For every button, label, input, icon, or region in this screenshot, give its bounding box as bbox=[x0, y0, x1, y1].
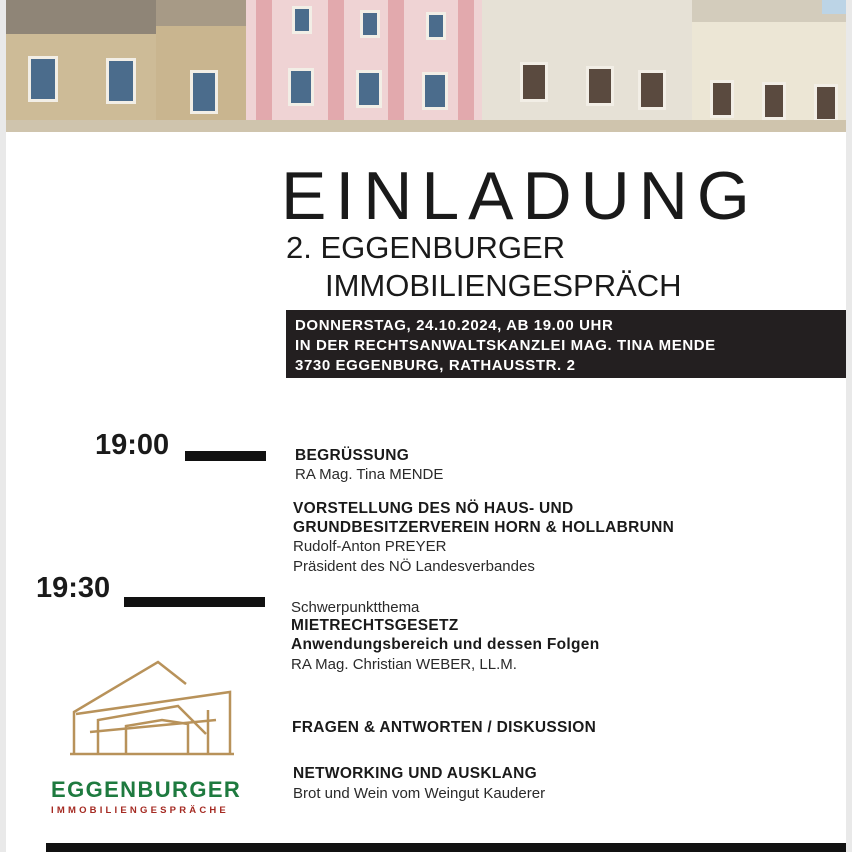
footer-bar bbox=[46, 843, 846, 852]
item-title-networking: NETWORKING UND AUSKLANG bbox=[293, 765, 537, 782]
window bbox=[762, 82, 786, 120]
subtitle-line-2: IMMOBILIENGESPRÄCH bbox=[325, 268, 682, 303]
item-title-qa: FRAGEN & ANTWORTEN / DISKUSSION bbox=[292, 719, 597, 736]
window bbox=[106, 58, 136, 104]
sky bbox=[822, 0, 846, 14]
item-text-networking: Brot und Wein vom Weingut Kauderer bbox=[293, 785, 546, 802]
roof bbox=[6, 0, 156, 34]
roof bbox=[156, 0, 246, 26]
window bbox=[814, 84, 838, 122]
window bbox=[190, 70, 218, 114]
window bbox=[426, 12, 446, 40]
window bbox=[422, 72, 448, 110]
building-3 bbox=[246, 0, 482, 132]
item-role-association: Präsident des NÖ Landesverbandes bbox=[293, 558, 535, 575]
item-title-welcome: BEGRÜSSUNG bbox=[295, 447, 410, 464]
time-bar-1900 bbox=[185, 451, 266, 461]
building-1 bbox=[6, 0, 156, 132]
logo-name: EGGENBURGER bbox=[51, 777, 242, 802]
time-1930: 19:30 bbox=[36, 572, 111, 604]
item-title-association-2: GRUNDBESITZERVEREIN HORN & HOLLABRUNN bbox=[293, 519, 675, 536]
event-info-box bbox=[286, 310, 846, 378]
item-title-association-1: VORSTELLUNG DES NÖ HAUS- UND bbox=[293, 500, 574, 517]
item-speaker-focus: RA Mag. Christian WEBER, LL.M. bbox=[291, 656, 517, 673]
pilaster bbox=[458, 0, 474, 132]
building-2 bbox=[156, 0, 246, 132]
street-level bbox=[6, 120, 846, 132]
time-1900: 19:00 bbox=[95, 429, 170, 461]
subtitle-line-1: 2. EGGENBURGER bbox=[286, 230, 566, 265]
event-venue: IN DER RECHTSANWALTSKANZLEI MAG. TINA MENDE bbox=[295, 337, 716, 354]
window bbox=[356, 70, 382, 108]
window bbox=[288, 68, 314, 106]
building-5 bbox=[692, 0, 846, 132]
building-4 bbox=[482, 0, 692, 132]
window bbox=[586, 66, 614, 106]
item-kicker-focus: Schwerpunktthema bbox=[291, 599, 420, 616]
event-date: DONNERSTAG, 24.10.2024, AB 19.00 UHR bbox=[295, 317, 614, 334]
time-bar-1930 bbox=[124, 597, 265, 607]
pilaster bbox=[388, 0, 404, 132]
event-address: 3730 EGGENBURG, RATHAUSSTR. 2 bbox=[295, 357, 576, 374]
window bbox=[360, 10, 380, 38]
item-speaker-welcome: RA Mag. Tina MENDE bbox=[295, 466, 444, 483]
pilaster bbox=[328, 0, 344, 132]
window bbox=[638, 70, 666, 110]
window bbox=[520, 62, 548, 102]
item-title-focus-2: Anwendungsbereich und dessen Folgen bbox=[291, 636, 600, 653]
window bbox=[292, 6, 312, 34]
pilaster bbox=[256, 0, 272, 132]
window bbox=[710, 80, 734, 118]
frame-right bbox=[846, 0, 852, 852]
window bbox=[28, 56, 58, 102]
logo-tagline: IMMOBILIENGESPRÄCHE bbox=[51, 805, 229, 816]
item-speaker-association: Rudolf-Anton PREYER bbox=[293, 538, 447, 555]
item-title-focus-1: MIETRECHTSGESETZ bbox=[291, 617, 459, 634]
header-photo bbox=[6, 0, 846, 132]
page-title: EINLADUNG bbox=[281, 158, 759, 234]
